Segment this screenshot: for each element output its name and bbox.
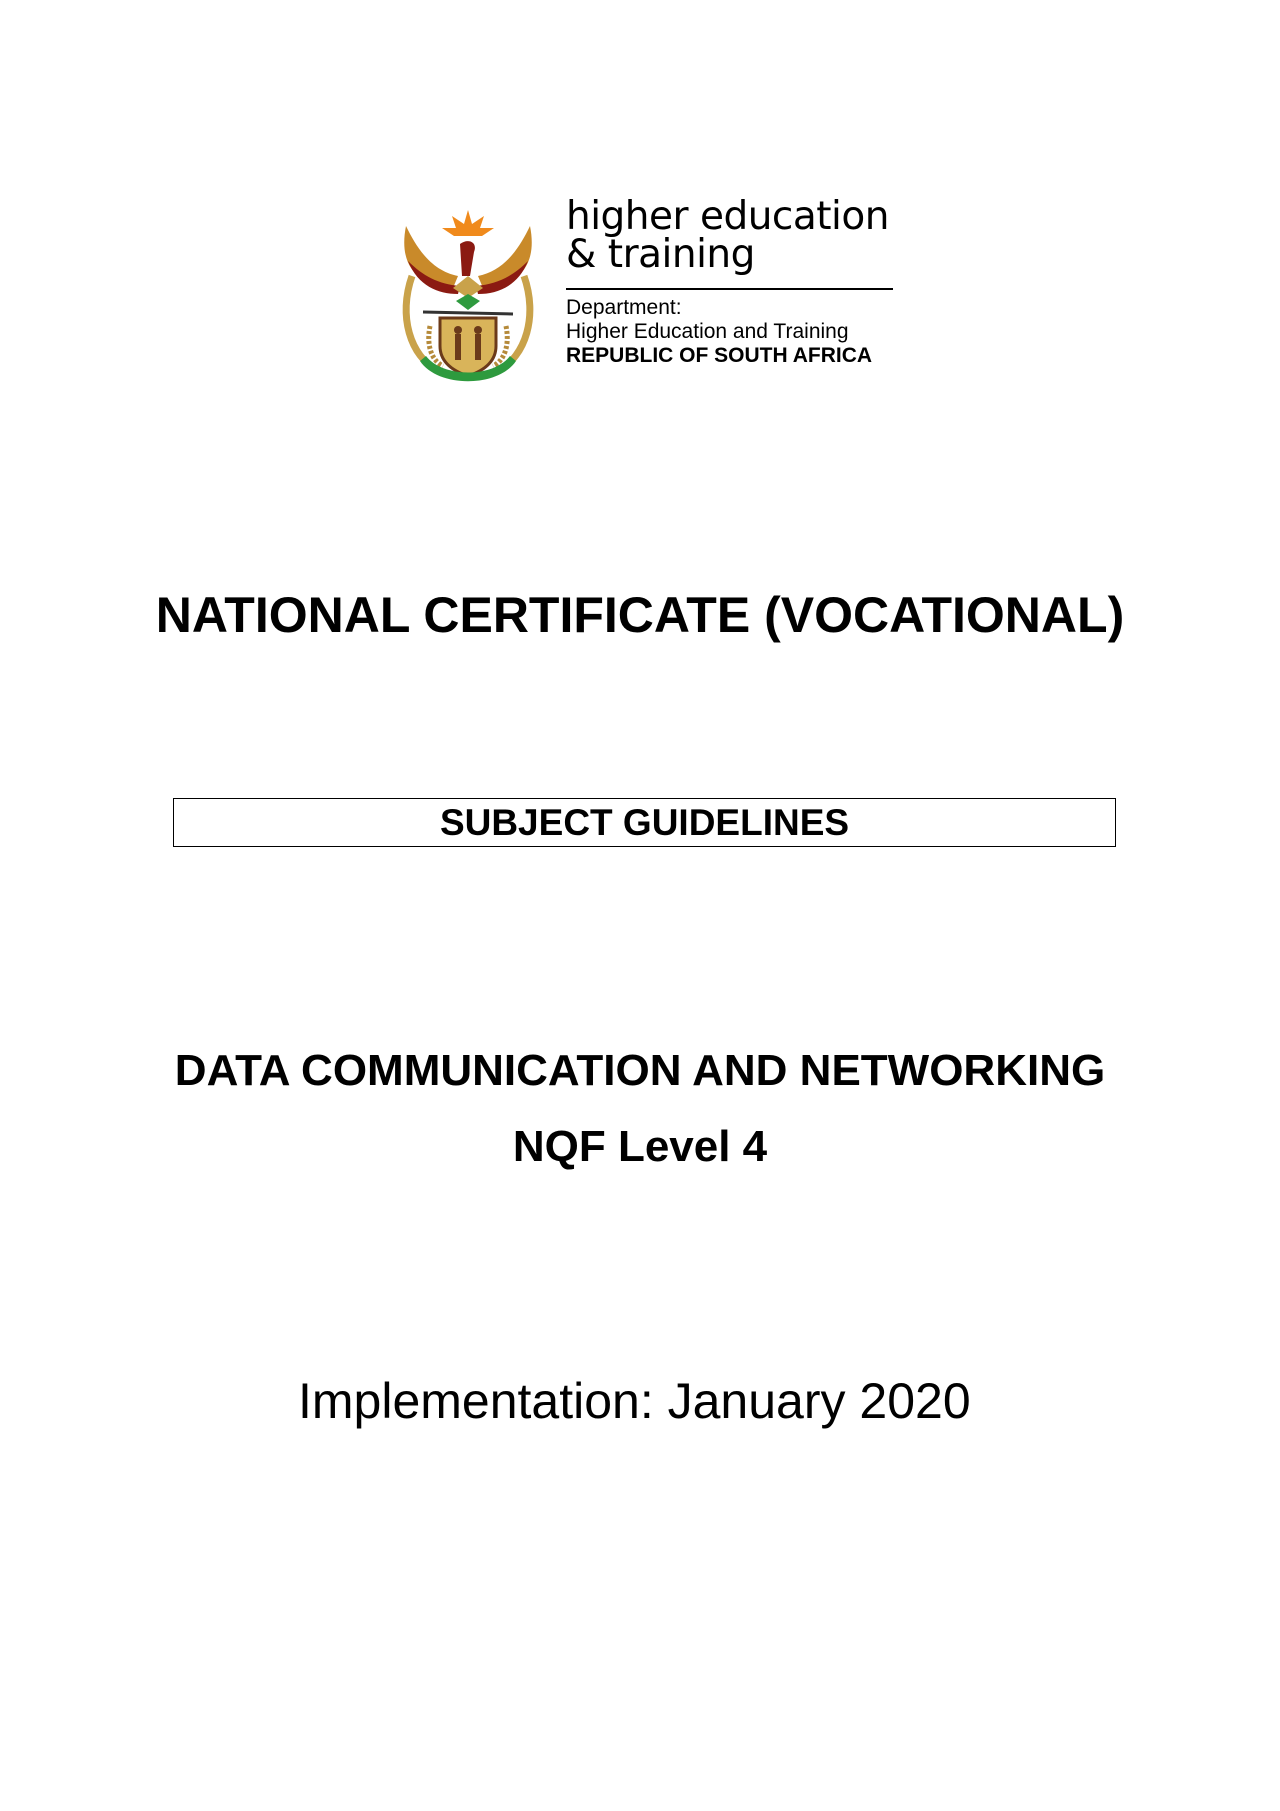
department-name: Higher Education and Training (566, 320, 849, 343)
boxed-heading: SUBJECT GUIDELINES (173, 798, 1116, 847)
subject-name: DATA COMMUNICATION AND NETWORKING (174, 1046, 1106, 1095)
brand-wordmark (566, 194, 889, 277)
department-label: Department: (566, 296, 682, 319)
document-title: NATIONAL CERTIFICATE (VOCATIONAL) (155, 587, 1125, 643)
implementation-date: Implementation: January 2020 (298, 1373, 971, 1429)
nqf-level: NQF Level 4 (512, 1122, 768, 1171)
country-name: REPUBLIC OF SOUTH AFRICA (566, 344, 873, 367)
brand-line-1: higher education (566, 194, 889, 239)
brand-line-2: & training (566, 232, 755, 277)
coat-of-arms-emblem (398, 206, 538, 386)
brand-divider (566, 288, 893, 290)
